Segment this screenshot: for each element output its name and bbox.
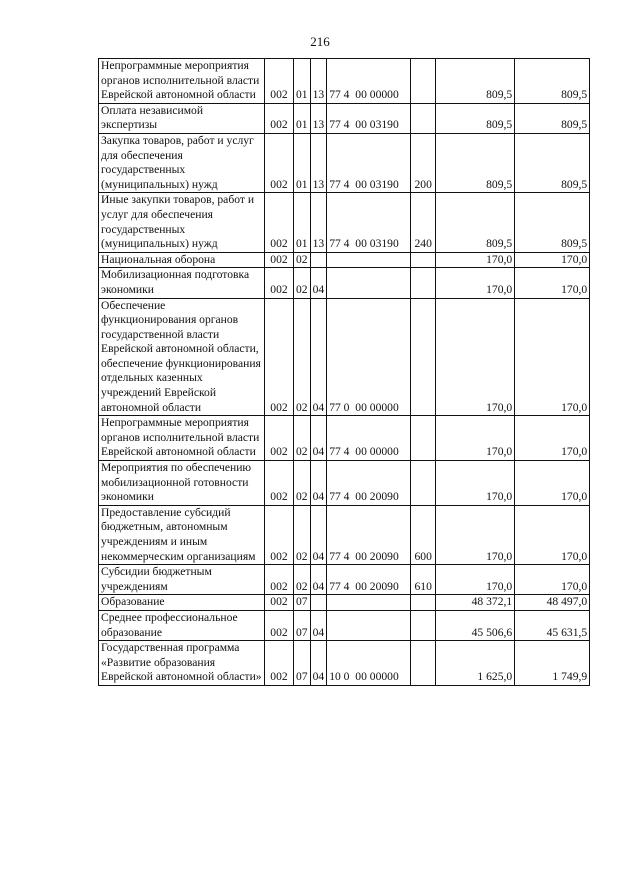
row-sum-2: 48 497,0	[515, 595, 590, 611]
table-row	[99, 641, 590, 686]
row-ved: 002	[265, 641, 294, 686]
row-vr	[411, 298, 436, 416]
row-sum-2: 809,5	[515, 103, 590, 133]
row-csr: 77 4 00 20090	[327, 505, 411, 564]
row-sum-1: 170,0	[436, 461, 515, 506]
table-row	[99, 193, 590, 252]
row-csr: 77 0 00 00000	[327, 298, 411, 416]
row-sum-2: 170,0	[515, 252, 590, 268]
row-ved: 002	[265, 298, 294, 416]
row-csr: 77 4 00 03190	[327, 103, 411, 133]
row-pr: 04	[310, 461, 327, 506]
row-name: Мероприятия по обеспечению мобилизационной готовности экономики	[99, 461, 265, 506]
row-pr: 04	[310, 268, 327, 298]
row-sum-1: 170,0	[436, 298, 515, 416]
row-csr	[327, 610, 411, 640]
row-pr	[310, 595, 327, 611]
page-number: 216	[310, 34, 330, 49]
row-csr: 10 0 00 00000	[327, 641, 411, 686]
row-vr	[411, 461, 436, 506]
row-pr: 13	[310, 59, 327, 104]
row-rz: 02	[294, 461, 311, 506]
row-pr: 13	[310, 133, 327, 192]
row-csr	[327, 268, 411, 298]
row-ved: 002	[265, 103, 294, 133]
row-sum-2: 809,5	[515, 193, 590, 252]
row-vr: 240	[411, 193, 436, 252]
budget-table	[98, 58, 590, 686]
row-sum-2: 809,5	[515, 133, 590, 192]
table-row	[99, 252, 590, 268]
row-rz: 01	[294, 103, 311, 133]
row-sum-2: 170,0	[515, 416, 590, 461]
row-ved: 002	[265, 416, 294, 461]
row-rz: 01	[294, 133, 311, 192]
row-pr: 04	[310, 298, 327, 416]
row-ved: 002	[265, 268, 294, 298]
row-sum-1: 809,5	[436, 59, 515, 104]
row-ved: 002	[265, 133, 294, 192]
row-csr	[327, 252, 411, 268]
row-rz: 07	[294, 610, 311, 640]
row-rz: 02	[294, 416, 311, 461]
row-csr: 77 4 00 03190	[327, 193, 411, 252]
row-vr	[411, 595, 436, 611]
row-csr: 77 4 00 20090	[327, 461, 411, 506]
table-row	[99, 565, 590, 595]
row-csr: 77 4 00 00000	[327, 416, 411, 461]
row-rz: 02	[294, 505, 311, 564]
row-name: Закупка товаров, работ и услуг для обеспечения государственных (муниципальных) нужд	[99, 133, 265, 192]
row-sum-2: 170,0	[515, 298, 590, 416]
row-sum-2: 809,5	[515, 59, 590, 104]
row-name: Государственная программа «Развитие образования Еврейской автономной области»	[99, 641, 265, 686]
row-rz: 01	[294, 59, 311, 104]
table-row	[99, 505, 590, 564]
row-vr	[411, 59, 436, 104]
row-pr: 04	[310, 610, 327, 640]
table-row	[99, 103, 590, 133]
row-name: Непрограммные мероприятия органов исполнительной власти Еврейской автономной области	[99, 59, 265, 104]
row-sum-2: 170,0	[515, 461, 590, 506]
row-name: Мобилизационная подготовка экономики	[99, 268, 265, 298]
row-sum-1: 809,5	[436, 193, 515, 252]
row-rz: 02	[294, 252, 311, 268]
row-sum-2: 1 749,9	[515, 641, 590, 686]
row-name: Оплата независимой экспертизы	[99, 103, 265, 133]
row-sum-1: 170,0	[436, 252, 515, 268]
row-vr	[411, 268, 436, 298]
row-name: Субсидии бюджетным учреждениям	[99, 565, 265, 595]
row-sum-1: 809,5	[436, 103, 515, 133]
row-name: Обеспечение функционирования органов государственной власти Еврейской автономной области, обеспечение функционирования отдельных казенных учреждений Еврейской автономной области	[99, 298, 265, 416]
row-sum-1: 170,0	[436, 416, 515, 461]
row-ved: 002	[265, 505, 294, 564]
row-ved: 002	[265, 595, 294, 611]
row-ved: 002	[265, 252, 294, 268]
row-vr	[411, 610, 436, 640]
row-sum-2: 170,0	[515, 505, 590, 564]
row-vr	[411, 416, 436, 461]
row-sum-1: 170,0	[436, 565, 515, 595]
row-rz: 02	[294, 268, 311, 298]
row-sum-1: 1 625,0	[436, 641, 515, 686]
row-pr: 04	[310, 565, 327, 595]
row-vr	[411, 252, 436, 268]
row-ved: 002	[265, 565, 294, 595]
row-ved: 002	[265, 59, 294, 104]
row-vr: 600	[411, 505, 436, 564]
row-sum-2: 170,0	[515, 565, 590, 595]
table-row	[99, 268, 590, 298]
table-row	[99, 595, 590, 611]
row-pr: 13	[310, 103, 327, 133]
table-row	[99, 133, 590, 192]
row-sum-1: 170,0	[436, 268, 515, 298]
table-row	[99, 461, 590, 506]
row-ved: 002	[265, 193, 294, 252]
row-csr: 77 4 00 03190	[327, 133, 411, 192]
row-sum-2: 170,0	[515, 268, 590, 298]
row-vr	[411, 103, 436, 133]
row-name: Образование	[99, 595, 265, 611]
row-name: Предоставление субсидий бюджетным, автономным учреждениям и иным некоммерческим организациям	[99, 505, 265, 564]
row-pr	[310, 252, 327, 268]
row-vr	[411, 641, 436, 686]
row-sum-1: 170,0	[436, 505, 515, 564]
row-csr: 77 4 00 00000	[327, 59, 411, 104]
row-name: Иные закупки товаров, работ и услуг для обеспечения государственных (муниципальных) нужд	[99, 193, 265, 252]
row-ved: 002	[265, 461, 294, 506]
row-sum-1: 48 372,1	[436, 595, 515, 611]
row-sum-2: 45 631,5	[515, 610, 590, 640]
row-rz: 07	[294, 595, 311, 611]
row-csr	[327, 595, 411, 611]
row-csr: 77 4 00 20090	[327, 565, 411, 595]
table-row	[99, 416, 590, 461]
table-row	[99, 59, 590, 104]
table-row	[99, 610, 590, 640]
row-ved: 002	[265, 610, 294, 640]
row-rz: 02	[294, 298, 311, 416]
row-pr: 04	[310, 505, 327, 564]
row-rz: 02	[294, 565, 311, 595]
row-sum-1: 45 506,6	[436, 610, 515, 640]
row-vr: 200	[411, 133, 436, 192]
row-name: Национальная оборона	[99, 252, 265, 268]
row-pr: 13	[310, 193, 327, 252]
row-vr: 610	[411, 565, 436, 595]
table-row	[99, 298, 590, 416]
row-name: Непрограммные мероприятия органов исполнительной власти Еврейской автономной области	[99, 416, 265, 461]
row-name: Среднее профессиональное образование	[99, 610, 265, 640]
row-sum-1: 809,5	[436, 133, 515, 192]
row-pr: 04	[310, 416, 327, 461]
row-rz: 01	[294, 193, 311, 252]
row-rz: 07	[294, 641, 311, 686]
row-pr: 04	[310, 641, 327, 686]
